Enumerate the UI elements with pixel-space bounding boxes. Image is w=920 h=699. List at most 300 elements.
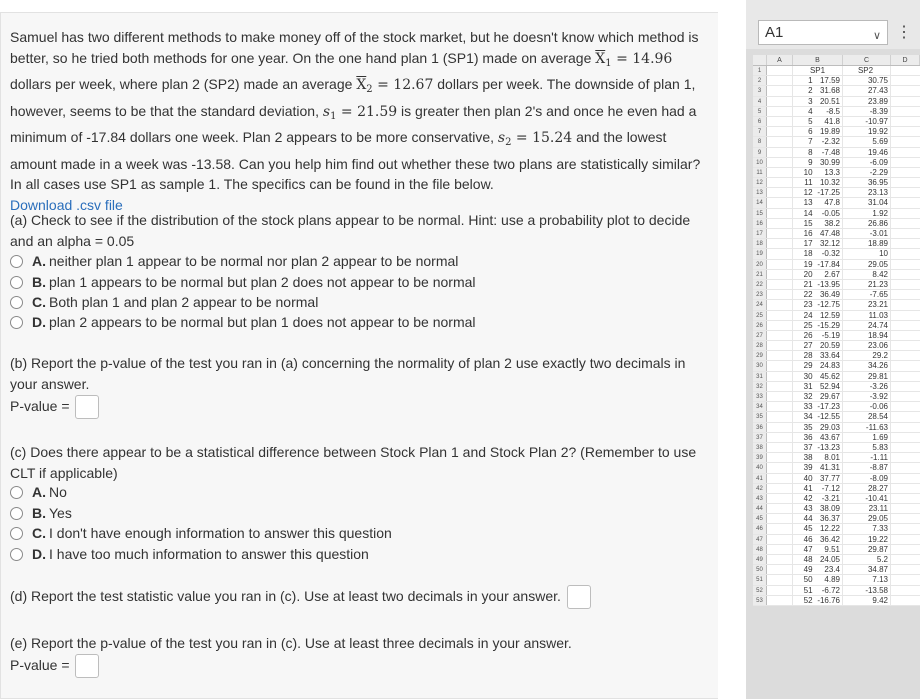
row-number[interactable]: 8 xyxy=(753,137,767,146)
row-number[interactable]: 6 xyxy=(753,117,767,126)
cell[interactable] xyxy=(891,331,920,340)
option-c-b[interactable] xyxy=(10,503,72,523)
spreadsheet-grid[interactable] xyxy=(753,55,920,606)
cell[interactable] xyxy=(891,209,920,218)
cell[interactable] xyxy=(793,402,843,411)
more-options-icon[interactable]: ⋮ xyxy=(896,24,912,41)
cell[interactable] xyxy=(793,341,843,350)
row-number[interactable]: 22 xyxy=(753,280,767,289)
cell[interactable] xyxy=(767,453,793,462)
cell[interactable] xyxy=(767,137,793,146)
radio-button[interactable] xyxy=(10,527,23,540)
option-a-d[interactable] xyxy=(10,312,476,332)
row-number[interactable]: 4 xyxy=(753,97,767,106)
cell[interactable] xyxy=(793,545,843,554)
row-number[interactable]: 3 xyxy=(753,86,767,95)
cell[interactable] xyxy=(767,341,793,350)
cell[interactable] xyxy=(891,555,920,564)
cell[interactable] xyxy=(793,97,843,106)
cell[interactable] xyxy=(793,474,843,483)
cell[interactable] xyxy=(793,300,843,309)
row-number[interactable]: 5 xyxy=(753,107,767,116)
row-number[interactable]: 19 xyxy=(753,249,767,258)
cell[interactable] xyxy=(793,168,843,177)
cell[interactable]: 8.42 xyxy=(843,270,891,279)
cell[interactable]: -0.06 xyxy=(843,402,891,411)
cell[interactable]: -3.01 xyxy=(843,229,891,238)
cell[interactable]: 1.92 xyxy=(843,209,891,218)
cell[interactable] xyxy=(793,249,843,258)
row-number[interactable]: 10 xyxy=(753,158,767,167)
cell[interactable]: 5.83 xyxy=(843,443,891,452)
cell[interactable] xyxy=(891,402,920,411)
cell[interactable] xyxy=(793,158,843,167)
cell[interactable] xyxy=(793,311,843,320)
cell[interactable] xyxy=(793,280,843,289)
cell[interactable] xyxy=(767,351,793,360)
cell[interactable] xyxy=(793,484,843,493)
download-csv-link[interactable]: Download .csv file xyxy=(10,196,123,213)
cell[interactable]: 29.2 xyxy=(843,351,891,360)
cell[interactable]: 28.54 xyxy=(843,412,891,421)
cell[interactable]: 23.21 xyxy=(843,300,891,309)
cell[interactable] xyxy=(767,555,793,564)
cell[interactable] xyxy=(767,402,793,411)
row-number[interactable]: 32 xyxy=(753,382,767,391)
row-number[interactable]: 52 xyxy=(753,586,767,595)
cell[interactable] xyxy=(891,148,920,157)
cell[interactable]: -11.63 xyxy=(843,423,891,432)
cell[interactable]: -8.09 xyxy=(843,474,891,483)
cell[interactable] xyxy=(767,229,793,238)
row-number[interactable]: 37 xyxy=(753,433,767,442)
row-number[interactable]: 53 xyxy=(753,596,767,605)
cell[interactable] xyxy=(891,97,920,106)
cell[interactable]: -3.92 xyxy=(843,392,891,401)
row-number[interactable]: 40 xyxy=(753,463,767,472)
cell[interactable] xyxy=(767,586,793,595)
sheet-row xyxy=(753,484,920,494)
cell[interactable]: 11.03 xyxy=(843,311,891,320)
radio-button[interactable] xyxy=(10,296,23,309)
cell[interactable] xyxy=(767,382,793,391)
cell[interactable]: 10 xyxy=(843,249,891,258)
row-number[interactable]: 48 xyxy=(753,545,767,554)
cell[interactable] xyxy=(891,127,920,136)
cell[interactable] xyxy=(767,239,793,248)
cell[interactable]: 9.42 xyxy=(843,596,891,605)
row-number[interactable]: 16 xyxy=(753,219,767,228)
cell[interactable] xyxy=(891,229,920,238)
cell[interactable] xyxy=(767,494,793,503)
cell[interactable] xyxy=(793,107,843,116)
row-number[interactable]: 49 xyxy=(753,555,767,564)
cell[interactable] xyxy=(891,596,920,605)
cell[interactable] xyxy=(767,270,793,279)
row-number[interactable]: 38 xyxy=(753,443,767,452)
cell[interactable] xyxy=(793,596,843,605)
row-number[interactable]: 14 xyxy=(753,198,767,207)
row-number[interactable]: 29 xyxy=(753,351,767,360)
option-a-c[interactable] xyxy=(10,292,318,312)
cell[interactable]: 23.13 xyxy=(843,188,891,197)
cell[interactable]: 30.75 xyxy=(843,76,891,85)
row-number[interactable]: 7 xyxy=(753,127,767,136)
cell[interactable] xyxy=(891,463,920,472)
cell[interactable] xyxy=(767,423,793,432)
cell[interactable] xyxy=(891,372,920,381)
row-number[interactable]: 34 xyxy=(753,402,767,411)
cell[interactable]: 31.04 xyxy=(843,198,891,207)
cell[interactable] xyxy=(891,565,920,574)
cell[interactable] xyxy=(793,86,843,95)
cell[interactable] xyxy=(793,453,843,462)
row-number[interactable]: 23 xyxy=(753,290,767,299)
cell[interactable] xyxy=(767,209,793,218)
cell[interactable] xyxy=(793,351,843,360)
cell[interactable]: 23.11 xyxy=(843,504,891,513)
row-number[interactable]: 27 xyxy=(753,331,767,340)
cell[interactable] xyxy=(793,565,843,574)
cell[interactable] xyxy=(793,382,843,391)
cell[interactable] xyxy=(793,423,843,432)
row-number[interactable]: 50 xyxy=(753,565,767,574)
cell[interactable] xyxy=(767,504,793,513)
cell[interactable] xyxy=(891,575,920,584)
cell[interactable]: 23.89 xyxy=(843,97,891,106)
cell[interactable] xyxy=(891,504,920,513)
row-number[interactable]: 35 xyxy=(753,412,767,421)
cell[interactable]: SP2 xyxy=(843,66,891,75)
cell[interactable]: -3.26 xyxy=(843,382,891,391)
cell[interactable]: 29.05 xyxy=(843,260,891,269)
column-header-c[interactable]: C xyxy=(843,55,891,65)
cell[interactable]: 18.89 xyxy=(843,239,891,248)
column-header-a[interactable]: A xyxy=(767,55,793,65)
row-number[interactable]: 46 xyxy=(753,524,767,533)
cell[interactable] xyxy=(793,443,843,452)
cell[interactable] xyxy=(793,209,843,218)
cell[interactable] xyxy=(767,524,793,533)
row-number[interactable]: 11 xyxy=(753,168,767,177)
cell[interactable] xyxy=(767,596,793,605)
cell[interactable] xyxy=(793,433,843,442)
cell[interactable] xyxy=(793,504,843,513)
cell[interactable] xyxy=(767,86,793,95)
row-number[interactable]: 41 xyxy=(753,474,767,483)
cell[interactable] xyxy=(891,178,920,187)
cell[interactable] xyxy=(891,260,920,269)
cell[interactable]: 5.2 xyxy=(843,555,891,564)
cell[interactable] xyxy=(891,484,920,493)
row-number[interactable]: 18 xyxy=(753,239,767,248)
row-number[interactable]: 43 xyxy=(753,494,767,503)
cell[interactable] xyxy=(891,535,920,544)
cell[interactable] xyxy=(891,453,920,462)
cell-index: 47 xyxy=(803,544,813,554)
cell[interactable] xyxy=(767,545,793,554)
cell[interactable] xyxy=(891,392,920,401)
cell[interactable] xyxy=(891,280,920,289)
cell[interactable] xyxy=(767,260,793,269)
cell[interactable]: -10.97 xyxy=(843,117,891,126)
cell[interactable] xyxy=(891,300,920,309)
cell[interactable] xyxy=(767,168,793,177)
cell[interactable]: 28.27 xyxy=(843,484,891,493)
cell[interactable]: 29.81 xyxy=(843,372,891,381)
cell[interactable] xyxy=(793,127,843,136)
radio-button[interactable] xyxy=(10,548,23,561)
cell[interactable] xyxy=(891,76,920,85)
cell[interactable] xyxy=(767,372,793,381)
row-number[interactable]: 26 xyxy=(753,321,767,330)
row-number[interactable]: 25 xyxy=(753,311,767,320)
cell[interactable] xyxy=(767,575,793,584)
cell[interactable] xyxy=(767,66,793,75)
option-c-c[interactable] xyxy=(10,523,392,543)
cell[interactable] xyxy=(767,535,793,544)
cell[interactable] xyxy=(793,76,843,85)
formula-bar xyxy=(746,0,920,49)
cell[interactable] xyxy=(793,535,843,544)
cell[interactable] xyxy=(891,249,920,258)
cell[interactable] xyxy=(891,107,920,116)
cell[interactable]: -8.87 xyxy=(843,463,891,472)
cell[interactable]: -10.41 xyxy=(843,494,891,503)
cell[interactable]: 19.46 xyxy=(843,148,891,157)
cell[interactable] xyxy=(891,188,920,197)
cell[interactable] xyxy=(767,311,793,320)
cell[interactable] xyxy=(891,239,920,248)
cell[interactable] xyxy=(793,494,843,503)
row-number[interactable]: 17 xyxy=(753,229,767,238)
cell[interactable] xyxy=(891,321,920,330)
cell[interactable]: -1.11 xyxy=(843,453,891,462)
cell[interactable] xyxy=(793,586,843,595)
row-number[interactable]: 2 xyxy=(753,76,767,85)
cell[interactable] xyxy=(793,117,843,126)
cell[interactable] xyxy=(891,545,920,554)
option-a-b[interactable] xyxy=(10,272,476,292)
cell[interactable] xyxy=(767,219,793,228)
cell[interactable] xyxy=(793,148,843,157)
radio-button[interactable] xyxy=(10,276,23,289)
cell[interactable]: 5.69 xyxy=(843,137,891,146)
cell[interactable] xyxy=(891,158,920,167)
cell[interactable] xyxy=(793,524,843,533)
cell[interactable]: -7.65 xyxy=(843,290,891,299)
cell[interactable] xyxy=(767,249,793,258)
corner-cell[interactable] xyxy=(753,55,767,65)
cell[interactable]: 7.33 xyxy=(843,524,891,533)
row-number[interactable]: 21 xyxy=(753,270,767,279)
cell[interactable] xyxy=(891,423,920,432)
cell[interactable]: 34.87 xyxy=(843,565,891,574)
row-number[interactable]: 36 xyxy=(753,423,767,432)
cell[interactable] xyxy=(793,260,843,269)
pvalue-input-b[interactable] xyxy=(75,395,99,419)
option-a-a[interactable] xyxy=(10,251,458,271)
row-number[interactable]: 13 xyxy=(753,188,767,197)
cell[interactable] xyxy=(891,412,920,421)
cell[interactable] xyxy=(767,412,793,421)
cell[interactable] xyxy=(891,494,920,503)
cell[interactable] xyxy=(891,351,920,360)
row-number[interactable]: 31 xyxy=(753,372,767,381)
cell[interactable] xyxy=(767,97,793,106)
cell[interactable] xyxy=(767,331,793,340)
column-header-b[interactable]: B xyxy=(793,55,843,65)
cell[interactable] xyxy=(767,321,793,330)
cell[interactable] xyxy=(793,178,843,187)
cell[interactable] xyxy=(891,586,920,595)
cell[interactable] xyxy=(767,361,793,370)
option-c-a[interactable] xyxy=(10,482,67,502)
cell[interactable] xyxy=(793,188,843,197)
row-number[interactable]: 30 xyxy=(753,361,767,370)
radio-button[interactable] xyxy=(10,486,23,499)
cell[interactable] xyxy=(793,463,843,472)
cell[interactable] xyxy=(891,474,920,483)
cell[interactable] xyxy=(891,117,920,126)
cell[interactable] xyxy=(793,66,843,75)
cell[interactable] xyxy=(767,463,793,472)
cell[interactable] xyxy=(767,158,793,167)
cell[interactable] xyxy=(891,341,920,350)
cell[interactable] xyxy=(767,514,793,523)
cell[interactable] xyxy=(767,565,793,574)
cell[interactable]: 36.95 xyxy=(843,178,891,187)
cell[interactable] xyxy=(793,290,843,299)
cell[interactable] xyxy=(793,331,843,340)
cell[interactable]: 18.94 xyxy=(843,331,891,340)
cell[interactable] xyxy=(793,239,843,248)
column-header-d[interactable]: D xyxy=(891,55,920,65)
row-number[interactable]: 24 xyxy=(753,300,767,309)
test-statistic-input[interactable] xyxy=(567,585,591,609)
cell[interactable] xyxy=(767,76,793,85)
cell[interactable]: -13.58 xyxy=(843,586,891,595)
row-number[interactable]: 33 xyxy=(753,392,767,401)
cell[interactable] xyxy=(767,290,793,299)
chevron-down-icon[interactable]: ∨ xyxy=(872,30,881,42)
cell[interactable] xyxy=(891,433,920,442)
cell[interactable] xyxy=(891,524,920,533)
cell[interactable]: 1.69 xyxy=(843,433,891,442)
cell[interactable]: -2.29 xyxy=(843,168,891,177)
cell[interactable] xyxy=(767,484,793,493)
cell[interactable] xyxy=(793,412,843,421)
cell[interactable] xyxy=(767,117,793,126)
cell[interactable]: 21.23 xyxy=(843,280,891,289)
cell[interactable]: 24.74 xyxy=(843,321,891,330)
radio-button[interactable] xyxy=(10,507,23,520)
cell[interactable] xyxy=(767,280,793,289)
cell[interactable]: 7.13 xyxy=(843,575,891,584)
cell[interactable]: 27.43 xyxy=(843,86,891,95)
pvalue-input-e[interactable] xyxy=(75,654,99,678)
cell[interactable] xyxy=(767,433,793,442)
cell[interactable] xyxy=(891,290,920,299)
cell[interactable] xyxy=(793,270,843,279)
cell[interactable] xyxy=(767,474,793,483)
row-number[interactable]: 44 xyxy=(753,504,767,513)
radio-button[interactable] xyxy=(10,316,23,329)
row-number[interactable]: 1 xyxy=(753,66,767,75)
cell[interactable] xyxy=(793,514,843,523)
name-box[interactable] xyxy=(758,20,888,45)
cell[interactable] xyxy=(767,392,793,401)
cell[interactable] xyxy=(793,219,843,228)
row-number[interactable]: 39 xyxy=(753,453,767,462)
cell[interactable] xyxy=(793,575,843,584)
cell[interactable] xyxy=(891,361,920,370)
cell[interactable] xyxy=(767,300,793,309)
cell[interactable]: -6.09 xyxy=(843,158,891,167)
cell[interactable] xyxy=(793,321,843,330)
cell-index: 44 xyxy=(803,514,813,524)
intro-text-2: dollars per week, where plan 2 (SP2) made an average xyxy=(10,76,357,92)
cell[interactable] xyxy=(891,219,920,228)
row-number[interactable]: 28 xyxy=(753,341,767,350)
cell[interactable]: 19.92 xyxy=(843,127,891,136)
cell[interactable] xyxy=(891,270,920,279)
cell[interactable] xyxy=(793,361,843,370)
cell[interactable] xyxy=(891,514,920,523)
cell[interactable] xyxy=(767,198,793,207)
cell[interactable]: 23.06 xyxy=(843,341,891,350)
cell[interactable] xyxy=(767,188,793,197)
cell[interactable] xyxy=(767,107,793,116)
cell[interactable] xyxy=(891,137,920,146)
row-number[interactable]: 20 xyxy=(753,260,767,269)
cell[interactable] xyxy=(793,229,843,238)
row-number[interactable]: 47 xyxy=(753,535,767,544)
row-number[interactable]: 12 xyxy=(753,178,767,187)
option-c-d[interactable] xyxy=(10,544,369,564)
cell[interactable] xyxy=(793,392,843,401)
cell[interactable]: 19.22 xyxy=(843,535,891,544)
cell[interactable] xyxy=(793,137,843,146)
cell[interactable] xyxy=(767,443,793,452)
radio-button[interactable] xyxy=(10,255,23,268)
row-number[interactable]: 9 xyxy=(753,148,767,157)
cell[interactable] xyxy=(891,66,920,75)
cell[interactable] xyxy=(767,178,793,187)
cell[interactable] xyxy=(767,127,793,136)
cell[interactable] xyxy=(891,86,920,95)
question-c-text: (c) Does there appear to be a statistical difference between Stock Plan 1 and Stock Plan 2? (Remember to use CLT if applicable) xyxy=(10,444,697,481)
cell[interactable] xyxy=(793,198,843,207)
cell[interactable] xyxy=(891,198,920,207)
cell[interactable] xyxy=(793,372,843,381)
cell[interactable] xyxy=(891,382,920,391)
cell[interactable]: 29.87 xyxy=(843,545,891,554)
cell[interactable] xyxy=(793,555,843,564)
cell[interactable]: -8.39 xyxy=(843,107,891,116)
cell[interactable]: 34.26 xyxy=(843,361,891,370)
cell[interactable] xyxy=(891,168,920,177)
row-number[interactable]: 15 xyxy=(753,209,767,218)
row-number[interactable]: 45 xyxy=(753,514,767,523)
row-number[interactable]: 51 xyxy=(753,575,767,584)
cell[interactable]: 26.86 xyxy=(843,219,891,228)
cell[interactable] xyxy=(891,443,920,452)
cell[interactable] xyxy=(891,311,920,320)
cell[interactable] xyxy=(767,148,793,157)
cell[interactable]: 29.05 xyxy=(843,514,891,523)
row-number[interactable]: 42 xyxy=(753,484,767,493)
